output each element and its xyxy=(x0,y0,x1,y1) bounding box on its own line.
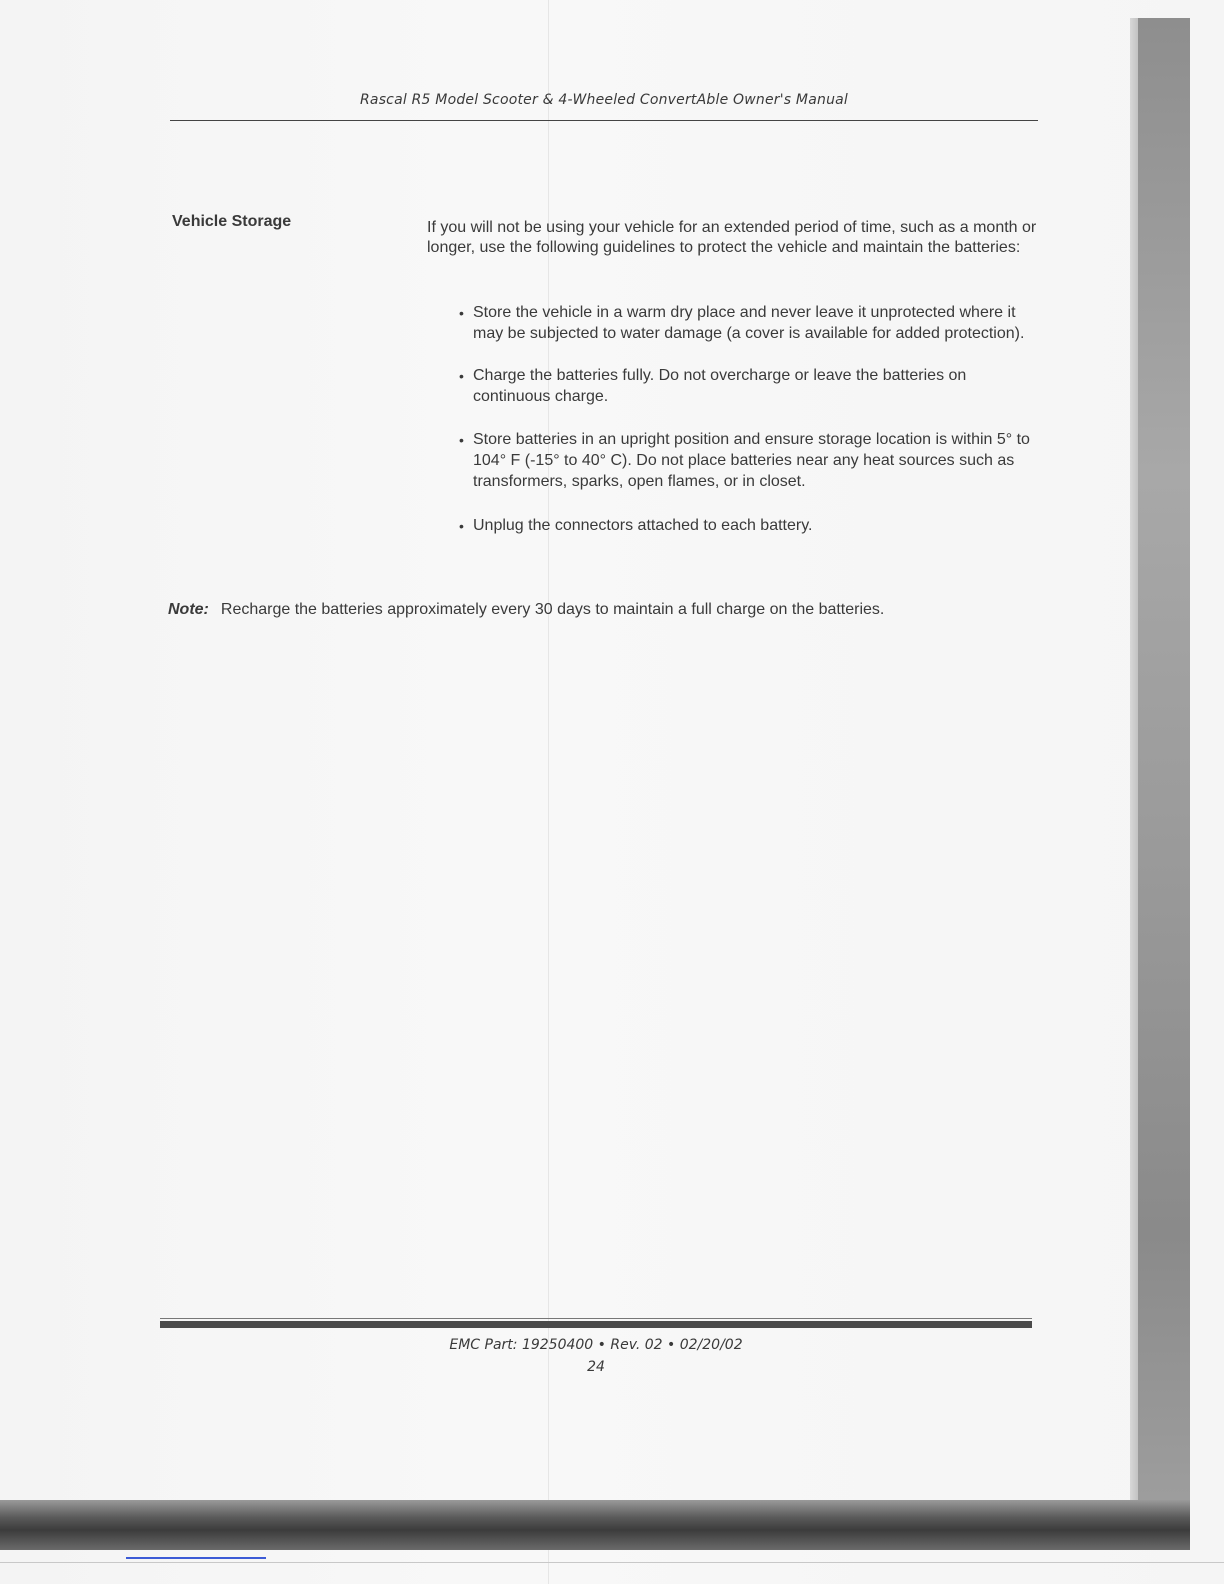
bullet-icon: • xyxy=(459,368,464,384)
header-rule xyxy=(170,120,1038,121)
note-text: Recharge the batteries approximately every 30 days to maintain a full charge on the batteries. xyxy=(220,601,885,618)
guidelines-list xyxy=(456,302,1036,536)
section-label: Vehicle Storage xyxy=(172,213,292,230)
scan-bottom-strip xyxy=(0,1500,1190,1550)
list-item-text: Charge the batteries fully. Do not overcharge or leave the batteries on continuous charge. xyxy=(473,367,967,405)
footer-rule-thin xyxy=(160,1318,1032,1319)
bullet-icon: • xyxy=(459,305,464,321)
scan-edge-strip xyxy=(1138,18,1190,1538)
list-item xyxy=(456,429,1036,492)
list-item-text: Store the vehicle in a warm dry place and never leave it unprotected where it may be subjected to water damage (a cover is available for added protection). xyxy=(473,304,1025,342)
footer-rule xyxy=(160,1321,1032,1328)
list-item xyxy=(456,302,1036,344)
list-item xyxy=(456,365,1036,407)
note xyxy=(168,600,1048,620)
list-item xyxy=(456,515,1036,536)
bottom-divider xyxy=(0,1562,1224,1563)
list-item-text: Store batteries in an upright position and ensure storage location is within 5° to 104° F (-15° to 40° C). Do not place batteries near any heat sources such as transformers, sparks, open flames, or in closet. xyxy=(473,431,1030,490)
page-number: 24 xyxy=(587,1359,605,1375)
note-label: Note: xyxy=(168,601,209,618)
section-intro: If you will not be using your vehicle for an extended period of time, such as a month or longer, use the following guidelines to protect the vehicle and maintain the batteries: xyxy=(427,219,1037,256)
bottom-link-underline xyxy=(126,1557,266,1559)
running-header: Rascal R5 Model Scooter & 4-Wheeled ConvertAble Owner's Manual xyxy=(359,92,849,108)
bullet-icon: • xyxy=(459,432,464,448)
bullet-icon: • xyxy=(459,518,464,534)
footer-part-number: EMC Part: 19250400 • Rev. 02 • 02/20/02 xyxy=(449,1337,743,1353)
list-item-text: Unplug the connectors attached to each battery. xyxy=(473,517,813,534)
